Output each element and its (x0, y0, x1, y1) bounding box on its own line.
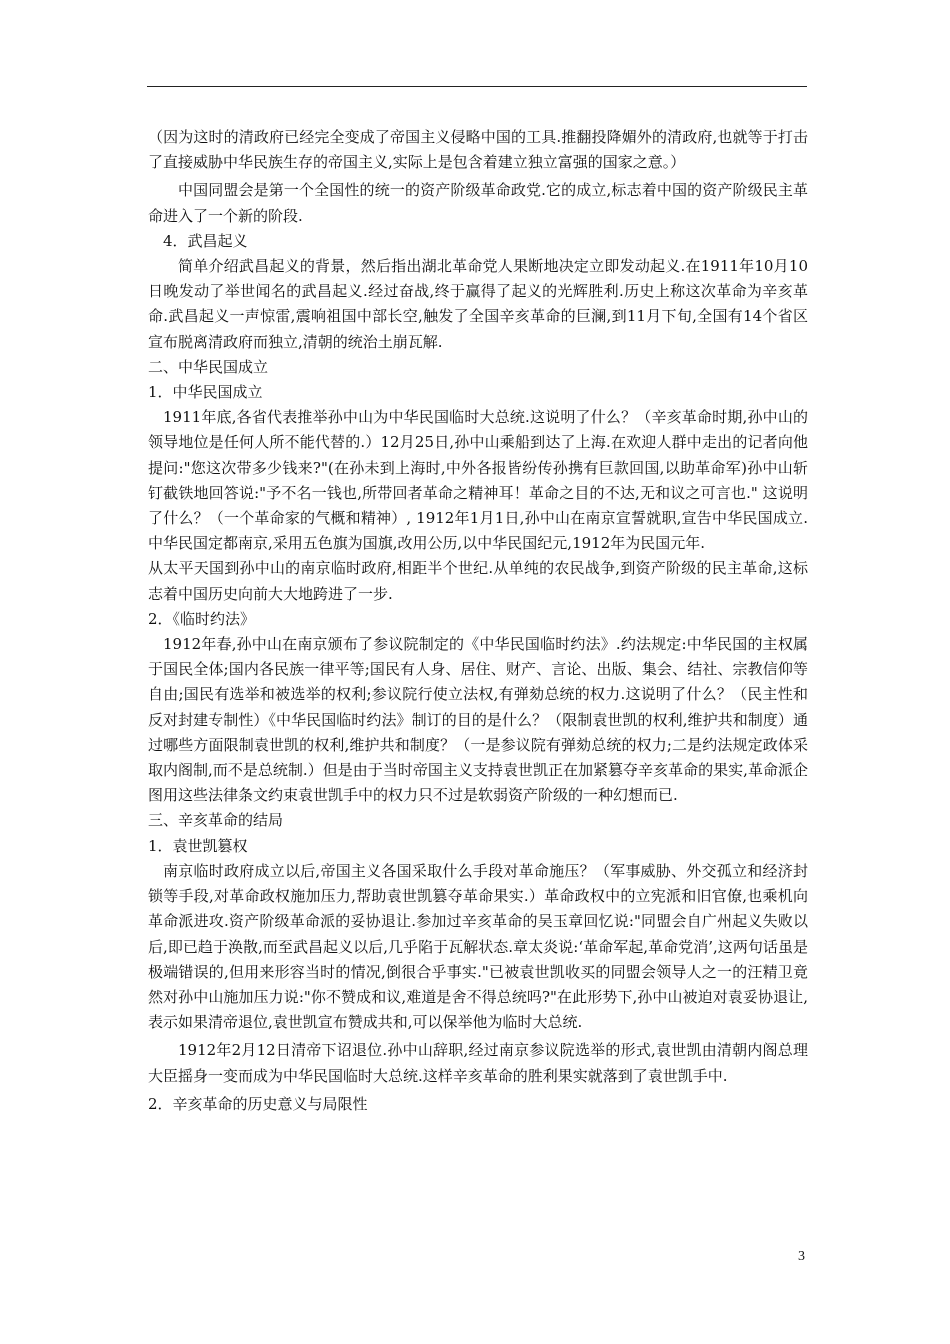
paragraph-roc-founding: 1911年底,各省代表推举孙中山为中华民国临时大总统.这说明了什么？（辛亥革命时期,孙中山的领导地位是任何人所不能代替的.）12月25日,孙中山乘船到达了上海.在欢迎人群中走出的记者向他提问:"您这次带多少钱来?"(在孙未到上海时,中外各报皆纷传孙携有巨款回国,以助革命军)孙中山斩钉截铁地回答说:"予不名一钱也,所带回者革命之精神耳！革命之目的不达,无和议之可言也." 这说明了什么？（一个革命家的气概和精神）, 1912年1月1日,孙中山在南京宣誓就职,宣告中华民国成立.中华民国定都南京,采用五色旗为国旗,改用公历,以中华民国纪元,1912年为民国元年. (148, 408, 808, 553)
paragraph-yuan-usurpation: 南京临时政府成立以后,帝国主义各国采取什么手段对革命施压？（军事威胁、外交孤立和经济封锁等手段,对革命政权施加压力,帮助袁世凯篡夺革命果实.）革命政权中的立宪派和旧官僚,也乘机向革命派进攻.资产阶级革命派的妥协退让.参加过辛亥革命的吴玉章回忆说:"同盟会自广州起义失败以后,即已趋于涣散,而至武昌起义以后,几乎陷于瓦解状态.章太炎说:‘革命军起,革命党消’,这两句话虽是极端错误的,但用来形容当时的情况,倒很合乎事实."已被袁世凯收买的同盟会领导人之一的汪精卫竟然对孙中山施加压力说:"你不赞成和议,难道是舍不得总统吗?"在此形势下,孙中山被迫对袁妥协退让,表示如果清帝退位,袁世凯宣布赞成共和,可以保举他为临时大总统. (148, 861, 808, 1032)
paragraph-taiping-to-sun: 从太平天国到孙中山的南京临时政府,相距半个世纪.从单纯的农民战争,到资产阶级的民主革命,这标志着中国历史向前大大地跨进了一步. (148, 559, 808, 603)
heading-yuan-usurpation: 1．袁世凯篡权 (148, 836, 248, 855)
paragraph-wuchang-uprising: 简单介绍武昌起义的背景，然后指出湖北革命党人果断地决定立即发动起义.在1911年10月10日晚发动了举世闻名的武昌起义.经过奋战,终于赢得了起义的光辉胜利.历史上称这次革命为辛亥革命.武昌起义一声惊雷,震响祖国中部长空,触发了全国辛亥革命的巨澜,到11月下旬,全国有14个省区宣布脱离清政府而独立,清朝的统治土崩瓦解. (148, 257, 808, 351)
heading-roc-founding: 1．中华民国成立 (148, 383, 263, 402)
paragraph-qing-abdication: 1912年2月12日清帝下诏退位.孙中山辞职,经过南京参议院选举的形式,袁世凯由清朝内阁总理大臣摇身一变而成为中华民国临时大总统.这样辛亥革命的胜利果实就落到了袁世凯手中. (148, 1041, 808, 1085)
header-rule (147, 86, 807, 87)
heading-section-two: 二、中华民国成立 (148, 357, 269, 376)
heading-wuchang-uprising: 4．武昌起义 (163, 231, 248, 250)
heading-historical-significance: 2．辛亥革命的历史意义与局限性 (148, 1094, 368, 1113)
document-body (148, 125, 808, 1117)
paragraph-tongmenghui: 中国同盟会是第一个全国性的统一的资产阶级革命政党.它的成立,标志着中国的资产阶级民主革命进入了一个新的阶段. (148, 181, 808, 225)
heading-provisional-constitution: 2．《临时约法》 (148, 609, 256, 628)
paragraph-qing-government-note: （因为这时的清政府已经完全变成了帝国主义侵略中国的工具.推翻投降媚外的清政府,也就等于打击了直接威胁中华民族生存的帝国主义,实际上是包含着建立独立富强的国家之意。） (148, 128, 808, 172)
heading-section-three: 三、辛亥革命的结局 (148, 811, 284, 830)
paragraph-provisional-constitution: 1912年春,孙中山在南京颁布了参议院制定的《中华民国临时约法》.约法规定:中华民国的主权属于国民全体;国内各民族一律平等;国民有人身、居住、财产、言论、出版、集会、结社、宗教信仰等自由;国民有选举和被选举的权利;参议院行使立法权,有弹劾总统的权力.这说明了什么？（民主性和反对封建专制性）《中华民国临时约法》制订的目的是什么？（限制袁世凯的权利,维护共和制度）通过哪些方面限制袁世凯的权利,维护共和制度？（一是参议院有弹劾总统的权力;二是约法规定政体采取内阁制,而不是总统制.）但是由于当时帝国主义支持袁世凯正在加紧篡夺辛亥革命的果实,革命派企图用这些法律条文约束袁世凯手中的权力只不过是软弱资产阶级的一种幻想而已. (148, 635, 808, 805)
page-number: 3 (798, 1249, 805, 1264)
